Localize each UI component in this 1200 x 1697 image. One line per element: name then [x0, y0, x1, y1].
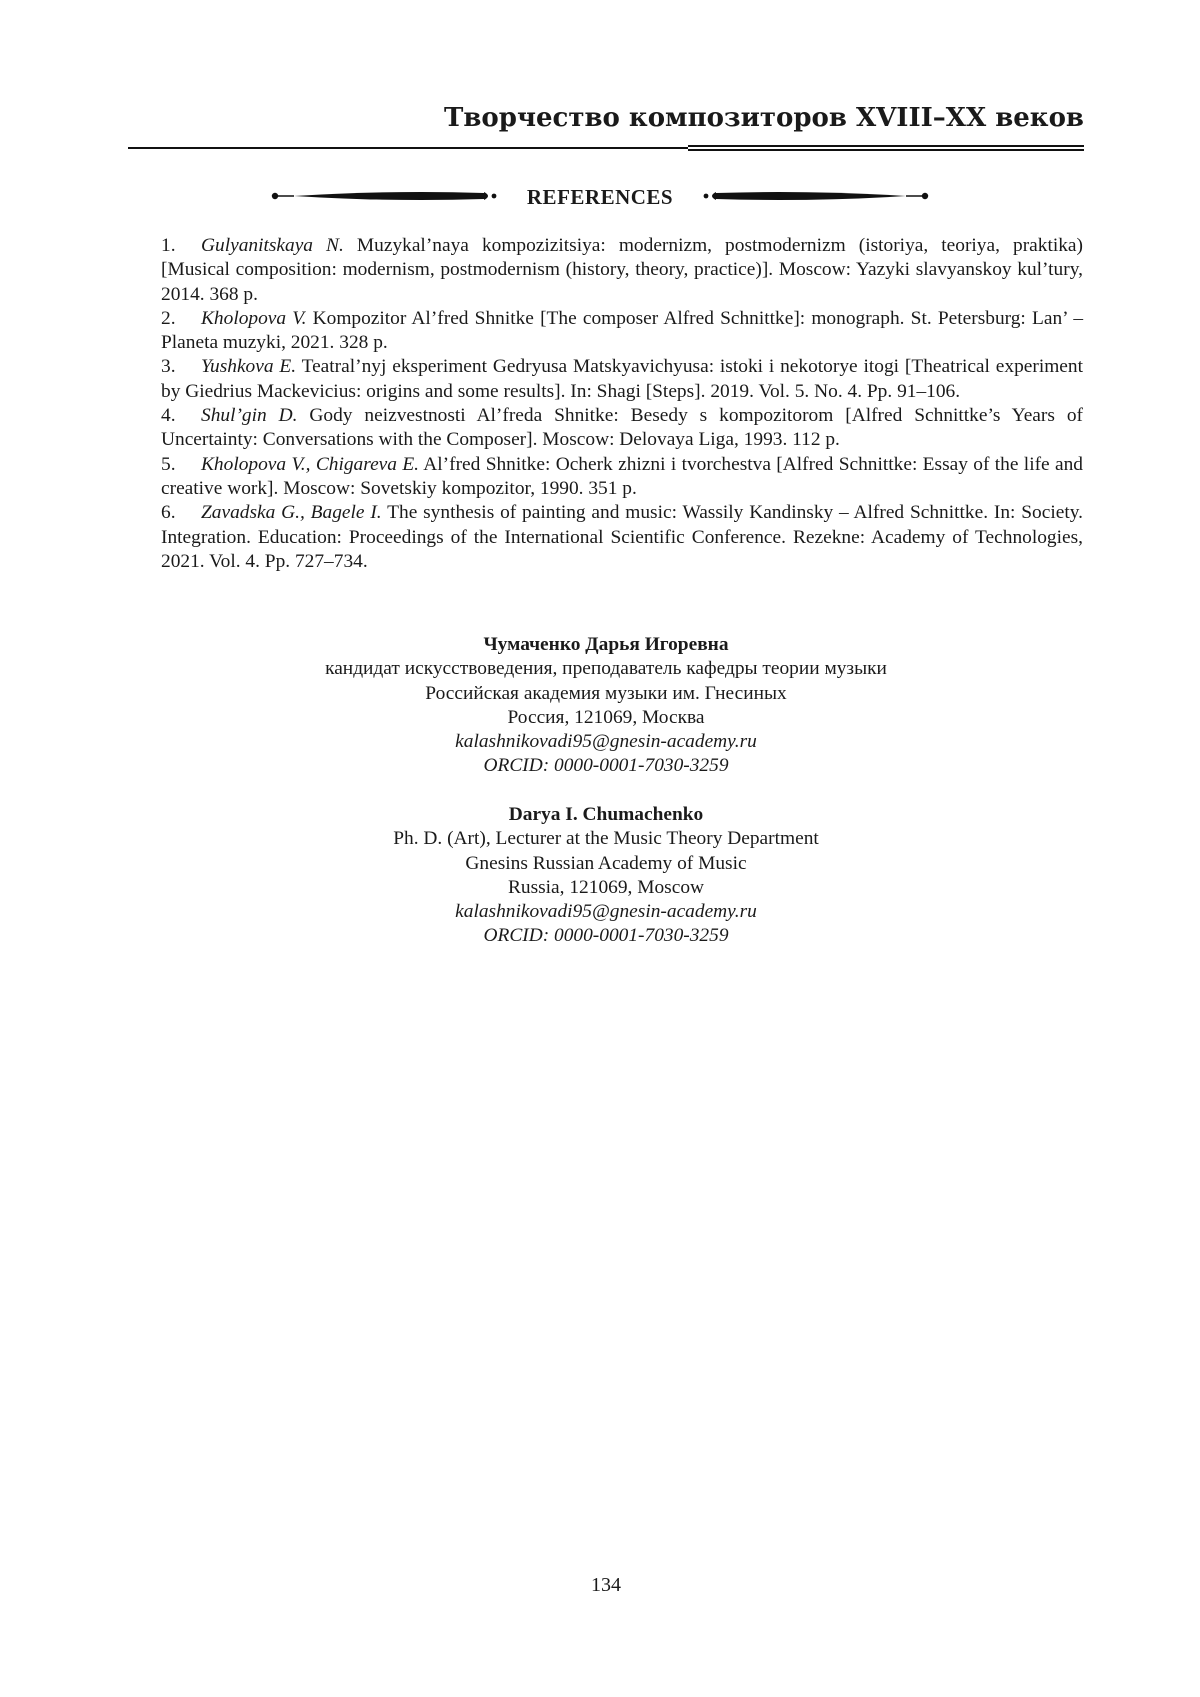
- author-name: Darya I. Chumachenko: [508, 804, 704, 825]
- author-orcid: ORCID: 0000-0001-7030-3259: [483, 755, 729, 777]
- header-rule-double-bottom: [688, 149, 1084, 151]
- reference-text: Al’fred Shnitke: Ocherk zhizni i tvorchestva [Alfred Schnittke: Essay of the life and creative work]. Moscow: Sovetskiy kompozitor, 1990. 351 p.: [161, 453, 1083, 499]
- running-header-title: Творчество композиторов XVIII–XX веков: [444, 103, 1084, 133]
- reference-number: 5.: [161, 453, 176, 475]
- author-institution: Gnesins Russian Academy of Music: [465, 852, 747, 874]
- ornament-right-icon: [700, 189, 930, 203]
- reference-text: Gody neizvestnosti Al’freda Shnitke: Besedy s kompozitorom [Alfred Schnittke’s Years of Uncertainty: Conversations with the Composer]. Moscow: Delovaya Liga, 1993. 112 p.: [161, 405, 1083, 451]
- reference-number: 2.: [161, 307, 176, 329]
- reference-text: Teatral’nyj eksperiment Gedryusa Matskyavichyusa: istoki i nekotorye itogi [Theatrical experiment by Giedrius Mackevicius: origins and some results]. In: Shagi [Steps]. 2019. Vol. 5. No. 4. Pp. 91–106.: [161, 356, 1083, 402]
- page-number: 134: [591, 1574, 621, 1596]
- reference-author: Shul’gin D.: [201, 405, 298, 427]
- reference-text: Muzykal’naya kompozizitsiya: modernizm, postmodernizm (istoriya, teoriya, praktika) [Musical composition: modernism, postmodernism (history, theory, practice)]. Moscow: Yazyki slavyanskoy kul’tury, 2014. 368 p.: [161, 235, 1083, 305]
- header-rule-double-top: [688, 145, 1084, 147]
- reference-author: Kholopova V.: [201, 307, 307, 329]
- reference-item: [161, 501, 1083, 574]
- author-email: kalashnikovadi95@gnesin-academy.ru: [455, 901, 757, 923]
- reference-text: Kompozitor Al’fred Shnitke [The composer Alfred Schnittke]: monograph. St. Petersburg: Lan’ – Planeta muzyki, 2021. 328 p.: [161, 307, 1084, 354]
- header-rule: [128, 145, 1084, 151]
- reference-number: 4.: [161, 405, 176, 427]
- reference-author: Kholopova V., Chigareva E.: [201, 453, 420, 475]
- author-email: kalashnikovadi95@gnesin-academy.ru: [455, 731, 757, 753]
- reference-item: [161, 453, 1083, 502]
- author-info-english: [128, 803, 1084, 949]
- reference-author: Gulyanitskaya N.: [201, 235, 344, 256]
- reference-author: Yushkova E.: [201, 356, 297, 378]
- reference-number: 3.: [161, 356, 176, 378]
- author-name: Чумаченко Дарья Игоревна: [483, 634, 729, 655]
- author-address: Russia, 121069, Moscow: [507, 876, 705, 898]
- header-rule-thin: [128, 147, 688, 149]
- author-address: Россия, 121069, Москва: [507, 706, 705, 728]
- reference-list: [161, 234, 1083, 574]
- author-info-russian: [128, 633, 1084, 779]
- author-orcid: ORCID: 0000-0001-7030-3259: [483, 925, 729, 947]
- reference-item: [161, 404, 1083, 453]
- author-institution: Российская академия музыки им. Гнесиных: [425, 682, 787, 704]
- author-position: кандидат искусствоведения, преподаватель кафедры теории музыки: [325, 658, 887, 680]
- reference-text: The synthesis of painting and music: Wassily Kandinsky – Alfred Schnittke. In: Society. Integration. Education: Proceedings of the International Scientific Conference. Rezekne: Academy of Technologies, 2021. Vol. 4. Pp. 727–734.: [161, 502, 1083, 572]
- reference-item: [161, 307, 1083, 356]
- reference-author: Zavadska G., Bagele I.: [201, 502, 382, 524]
- references-heading-row: [270, 180, 930, 214]
- reference-number: 1.: [161, 235, 176, 256]
- reference-item: [161, 355, 1083, 404]
- reference-item: [161, 234, 1083, 307]
- references-heading: REFERENCES: [526, 185, 674, 209]
- author-position: Ph. D. (Art), Lecturer at the Music Theory Department: [393, 828, 819, 850]
- reference-number: 6.: [161, 502, 176, 524]
